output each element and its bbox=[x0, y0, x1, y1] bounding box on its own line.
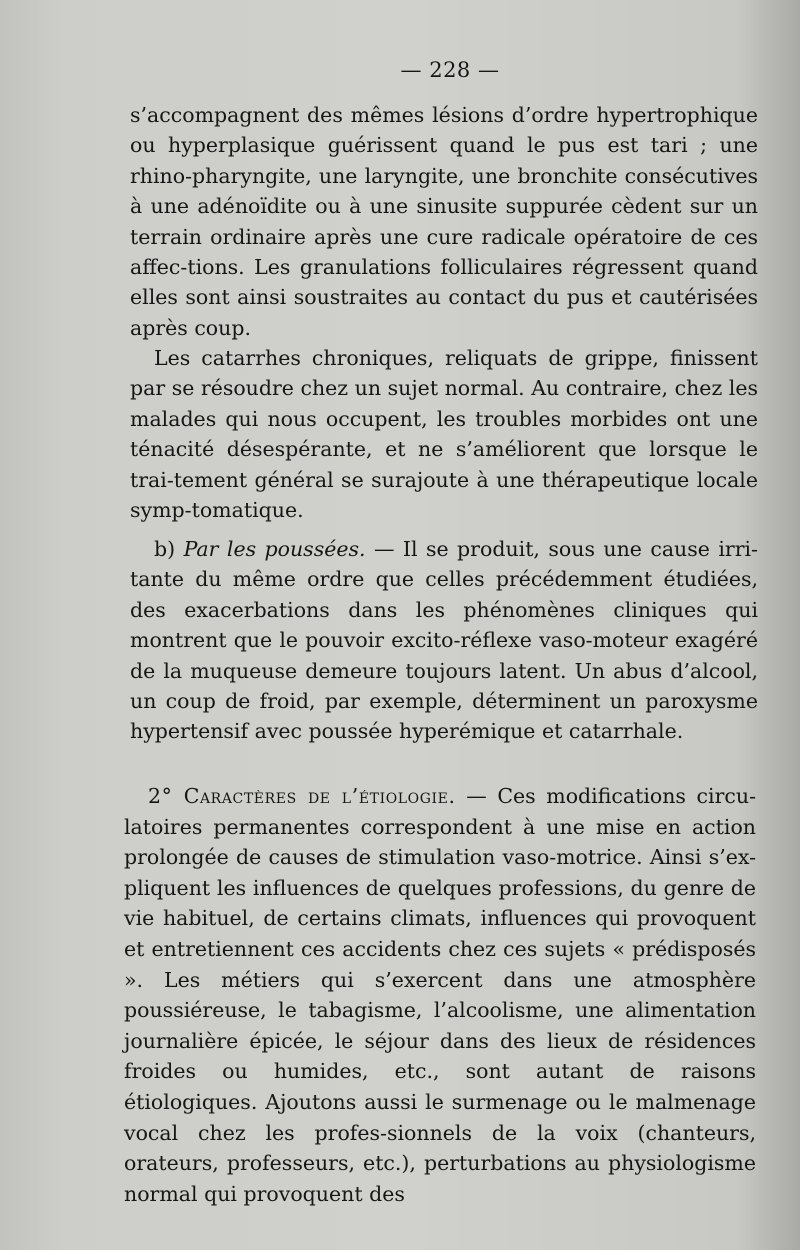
paragraph-text: — Ces modifications circu-latoires permanentes correspondent à une mise en action prolongée de causes de stimulation vaso-motrice. Ainsi s’ex-pliquent les influences de quelques professions, du genre de vie habituel, de certains climats, influences qui provoquent et entretiennent ces accidents chez ces sujets « prédisposés ». Les métiers qui s’exercent dans une atmosphère poussiéreuse, le tabagisme, l’alcoolisme, une alimentation journalière épicée, le séjour dans des lieux de résidences froides ou humides, etc., sont autant de raisons étiologiques. Ajoutons aussi le surmenage ou le malmenage vocal chez les profes-sionnels de la voix (chanteurs, orateurs, professeurs, etc.), perturbations au physiologisme normal qui provoquent des bbox=[124, 784, 756, 1206]
section-heading: 2° Caractères de l’étiologie. bbox=[148, 784, 456, 808]
paragraph-text: Les catarrhes chroniques, reliquats de grippe, finissent par se résoudre chez un sujet normal. Au contraire, chez les malades qui nous occupent, les troubles morbides ont une ténacité désespérante, et ne s’améliorent que lorsque le trai-tement général se surajoute à une thérapeutique locale symp-tomatique. bbox=[130, 346, 758, 523]
list-marker: b) bbox=[154, 537, 176, 561]
paragraph-continuation bbox=[130, 100, 758, 343]
paragraph-etiologie bbox=[124, 781, 756, 1209]
paragraph-text: — Il se produit, sous une cause irri-tante du même ordre que celles précédemment étudiées, des exacerbations dans les phénomènes cliniques qui montrent que le pouvoir excito-réflexe vaso-moteur exagéré de la muqueuse demeure toujours latent. Un abus d’alcool, un coup de froid, par exemple, déterminent un paroxysme hypertensif avec poussée hyperémique et catarrhale. bbox=[130, 537, 758, 744]
paragraph-catarrhes bbox=[130, 343, 758, 525]
section-heading-italic: Par les poussées. bbox=[183, 537, 366, 561]
page-number: — 228 — bbox=[400, 58, 500, 82]
paragraph-poussees bbox=[130, 534, 758, 747]
paragraph-text: s’accompagnent des mêmes lésions d’ordre hypertrophique ou hyperplasique guérissent quand le pus est tari ; une rhino-pharyngite, une laryngite, une bronchite consécutives à une adénoïdite ou à une sinusite suppurée cèdent sur un terrain ordinaire après une cure radicale opératoire de ces affec-tions. Les granulations folliculaires régressent quand elles sont ainsi soustraites au contact du pus et cautérisées après coup. bbox=[130, 103, 758, 340]
